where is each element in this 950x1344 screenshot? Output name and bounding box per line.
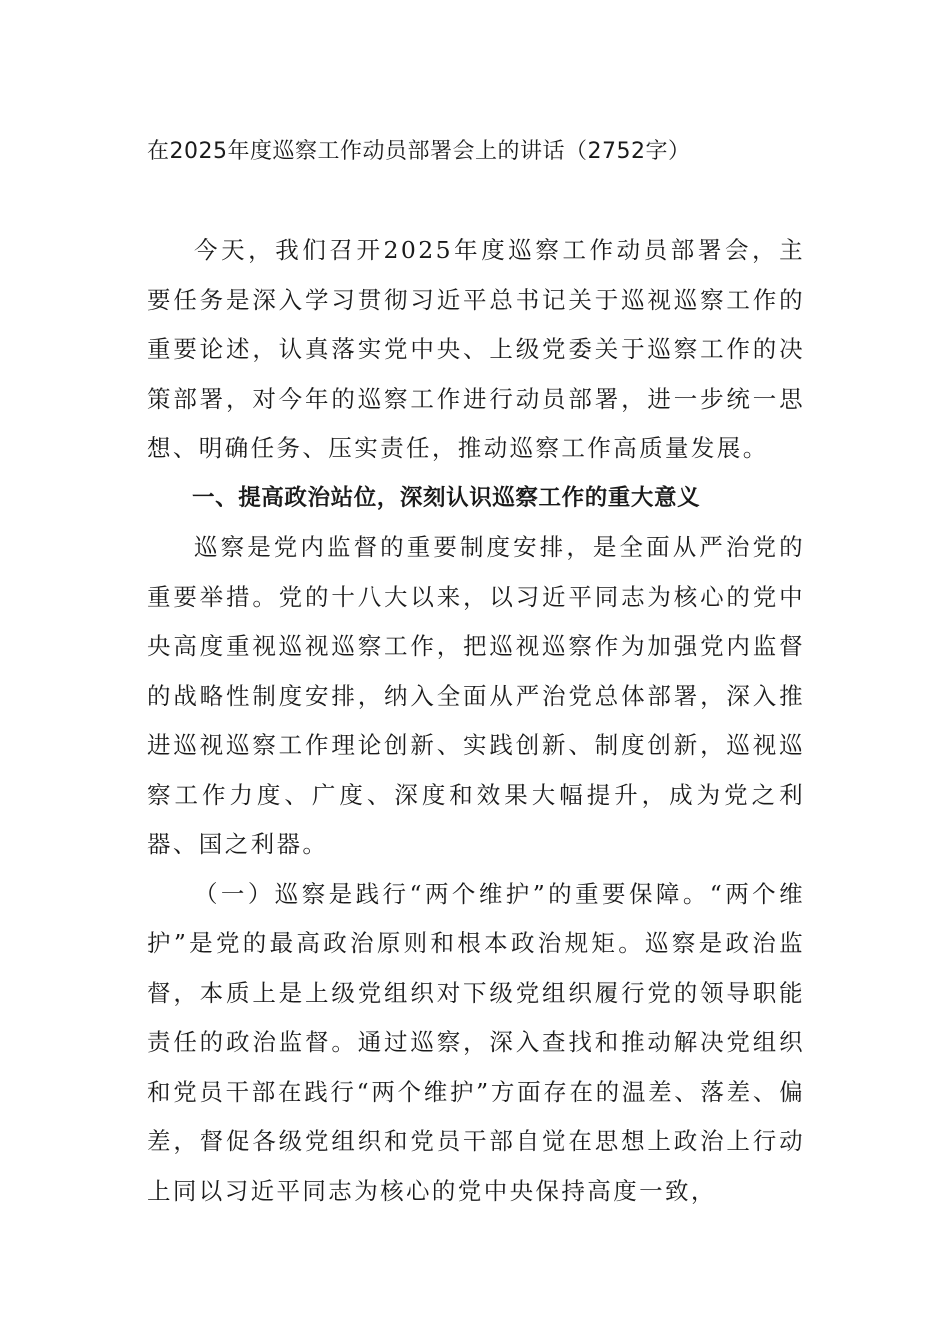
paragraph-point-1: （一）巡察是践行“两个维护”的重要保障。“两个维护”是党的最高政治原则和根本政治规矩。巡察是政治监督，本质上是上级党组织对下级党组织履行党的领导职能责任的政治监督。通过巡察，深入查找和推动解决党组织和党员干部在践行“两个维护”方面存在的温差、落差、偏差，督促各级党组织和党员干部自觉在思想上政治上行动上同以习近平同志为核心的党中央保持高度一致， <box>147 879 805 1205</box>
document-body <box>147 226 805 1216</box>
document-title: 在2025年度巡察工作动员部署会上的讲话（2752字） <box>147 139 691 164</box>
paragraph-significance: 巡察是党内监督的重要制度安排，是全面从严治党的重要举措。党的十八大以来，以习近平同志为核心的党中央高度重视巡视巡察工作，把巡视巡察作为加强党内监督的战略性制度安排，纳入全面从严治党总体部署，深入推进巡视巡察工作理论创新、实践创新、制度创新，巡视巡察工作力度、广度、深度和效果大幅提升，成为党之利器、国之利器。 <box>147 533 805 858</box>
paragraph-intro: 今天，我们召开2025年度巡察工作动员部署会，主要任务是深入学习贯彻习近平总书记关于巡视巡察工作的重要论述，认真落实党中央、上级党委关于巡察工作的决策部署，对今年的巡察工作进行动员部署，进一步统一思想、明确任务、压实责任，推动巡察工作高质量发展。 <box>147 236 805 462</box>
section-heading-1: 一、提高政治站位，深刻认识巡察工作的重大意义 <box>192 484 701 511</box>
